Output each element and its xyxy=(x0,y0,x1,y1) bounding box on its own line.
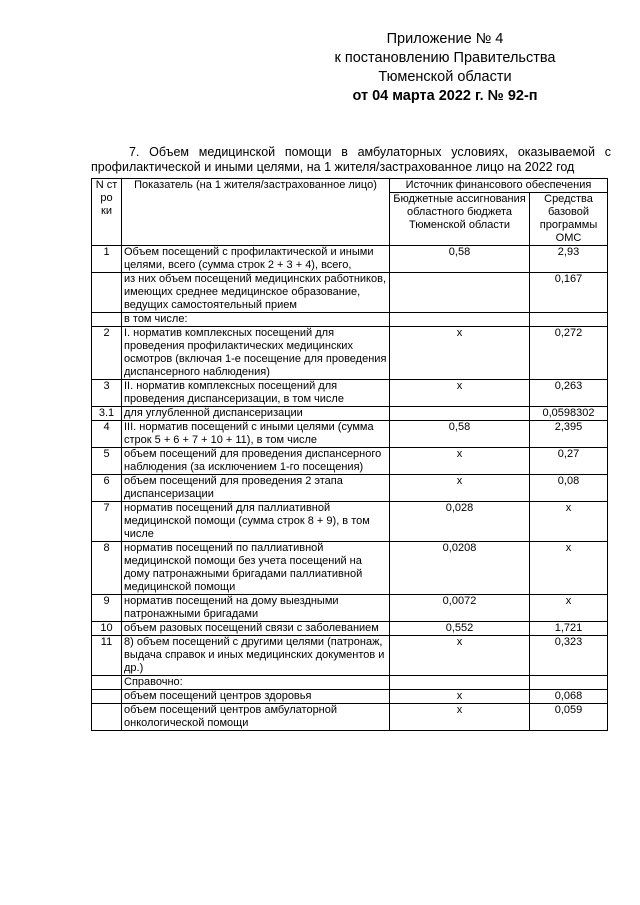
row-number: 1 xyxy=(92,246,122,273)
row-budget-value xyxy=(390,273,530,313)
row-oms-value: 0,27 xyxy=(530,448,608,475)
table-row xyxy=(92,448,608,475)
row-budget-value xyxy=(390,676,530,690)
row-number: 9 xyxy=(92,595,122,622)
row-number: 10 xyxy=(92,622,122,636)
row-label: объем посещений для проведения 2 этапа диспансеризации xyxy=(122,475,390,502)
row-number: 4 xyxy=(92,421,122,448)
appendix-date: от 04 марта 2022 г. № 92-п xyxy=(352,88,538,104)
row-number: 3 xyxy=(92,380,122,407)
row-oms-value xyxy=(530,313,608,327)
row-label: норматив посещений на дому выездными патронажными бригадами xyxy=(122,595,390,622)
row-label: в том числе: xyxy=(122,313,390,327)
row-label: III. норматив посещений с иными целями (сумма строк 5 + 6 + 7 + 10 + 11), в том числе xyxy=(122,421,390,448)
table-row xyxy=(92,327,608,380)
row-label: объем разовых посещений связи с заболеванием xyxy=(122,622,390,636)
table-row xyxy=(92,636,608,676)
header-budget: Бюджетные ассигнования областного бюджета Тюменской области xyxy=(390,193,530,246)
row-oms-value: 0,263 xyxy=(530,380,608,407)
row-oms-value: 0,0598302 xyxy=(530,407,608,421)
table-row xyxy=(92,475,608,502)
row-number: 8 xyxy=(92,542,122,595)
row-label: 8) объем посещений с другими целями (патронаж, выдача справок и иных медицинских документов и др.) xyxy=(122,636,390,676)
row-oms-value: 1,721 xyxy=(530,622,608,636)
row-number: 11 xyxy=(92,636,122,676)
header-oms: Средства базовой программы ОМС xyxy=(530,193,608,246)
table-row xyxy=(92,676,608,690)
row-oms-value: 2,93 xyxy=(530,246,608,273)
table-row xyxy=(92,622,608,636)
row-number: 5 xyxy=(92,448,122,475)
header-indicator: Показатель (на 1 жителя/застрахованное лицо) xyxy=(122,179,390,246)
row-oms-value: х xyxy=(530,542,608,595)
row-number xyxy=(92,273,122,313)
row-number xyxy=(92,704,122,731)
row-number: 7 xyxy=(92,502,122,542)
row-number xyxy=(92,313,122,327)
row-label: объем посещений центров амбулаторной онкологической помощи xyxy=(122,704,390,731)
volume-table xyxy=(91,178,608,731)
table-row xyxy=(92,542,608,595)
row-label: из них объем посещений медицинских работников, имеющих среднее медицинское образование, ведущих самостоятельный прием xyxy=(122,273,390,313)
row-oms-value: 0,08 xyxy=(530,475,608,502)
row-label: Объем посещений с профилактической и иными целями, всего (сумма строк 2 + 3 + 4), всего, xyxy=(122,246,390,273)
row-oms-value: 0,059 xyxy=(530,704,608,731)
row-oms-value: 2,395 xyxy=(530,421,608,448)
table-row xyxy=(92,380,608,407)
row-label: для углубленной диспансеризации xyxy=(122,407,390,421)
row-number xyxy=(92,690,122,704)
row-budget-value: 0,0072 xyxy=(390,595,530,622)
header-row-number: N ст ро ки xyxy=(92,179,122,246)
row-oms-value: 0,068 xyxy=(530,690,608,704)
row-label: I. норматив комплексных посещений для проведения профилактических медицинских осмотров (включая 1-е посещение для проведения диспансерного наблюдения) xyxy=(122,327,390,380)
row-label: норматив посещений для паллиативной медицинской помощи (сумма строк 8 + 9), в том числе xyxy=(122,502,390,542)
row-oms-value: х xyxy=(530,502,608,542)
table-row xyxy=(92,502,608,542)
row-budget-value: 0,58 xyxy=(390,421,530,448)
section-intro: 7. Объем медицинской помощи в амбулаторных условиях, оказываемой с профилактической и иными целями, на 1 жителя/застрахованное лицо на 2022 год xyxy=(91,145,611,174)
appendix-region: Тюменской области xyxy=(378,69,512,85)
table-row xyxy=(92,421,608,448)
row-oms-value: 0,272 xyxy=(530,327,608,380)
row-label: норматив посещений по паллиативной медицинской помощи без учета посещений на дому патронажными бригадами паллиативной медицинской помощи xyxy=(122,542,390,595)
table-row xyxy=(92,407,608,421)
appendix-reference: к постановлению Правительства xyxy=(334,50,556,66)
row-budget-value: х xyxy=(390,380,530,407)
document-header xyxy=(300,30,590,106)
row-number: 6 xyxy=(92,475,122,502)
header-source: Источник финансового обеспечения xyxy=(390,179,608,193)
row-oms-value: 0,323 xyxy=(530,636,608,676)
row-label: объем посещений центров здоровья xyxy=(122,690,390,704)
row-budget-value: х xyxy=(390,327,530,380)
table-body xyxy=(92,246,608,731)
row-budget-value: х xyxy=(390,690,530,704)
row-budget-value: х xyxy=(390,475,530,502)
table-row xyxy=(92,704,608,731)
row-number: 2 xyxy=(92,327,122,380)
table-row xyxy=(92,273,608,313)
row-oms-value: х xyxy=(530,595,608,622)
row-label: II. норматив комплексных посещений для проведения диспансеризации, в том числе xyxy=(122,380,390,407)
row-budget-value: 0,028 xyxy=(390,502,530,542)
row-label: объем посещений для проведения диспансерного наблюдения (за исключением 1-го посещения) xyxy=(122,448,390,475)
table-row xyxy=(92,595,608,622)
row-budget-value: х xyxy=(390,636,530,676)
table-row xyxy=(92,690,608,704)
row-label: Справочно: xyxy=(122,676,390,690)
row-budget-value: х xyxy=(390,448,530,475)
table-row xyxy=(92,313,608,327)
table-row xyxy=(92,246,608,273)
row-budget-value: х xyxy=(390,704,530,731)
row-budget-value: 0,552 xyxy=(390,622,530,636)
row-budget-value: 0,58 xyxy=(390,246,530,273)
row-oms-value: 0,167 xyxy=(530,273,608,313)
row-budget-value: 0,0208 xyxy=(390,542,530,595)
row-number xyxy=(92,676,122,690)
row-budget-value xyxy=(390,407,530,421)
row-number: 3.1 xyxy=(92,407,122,421)
row-budget-value xyxy=(390,313,530,327)
appendix-title: Приложение № 4 xyxy=(386,31,504,47)
row-oms-value xyxy=(530,676,608,690)
